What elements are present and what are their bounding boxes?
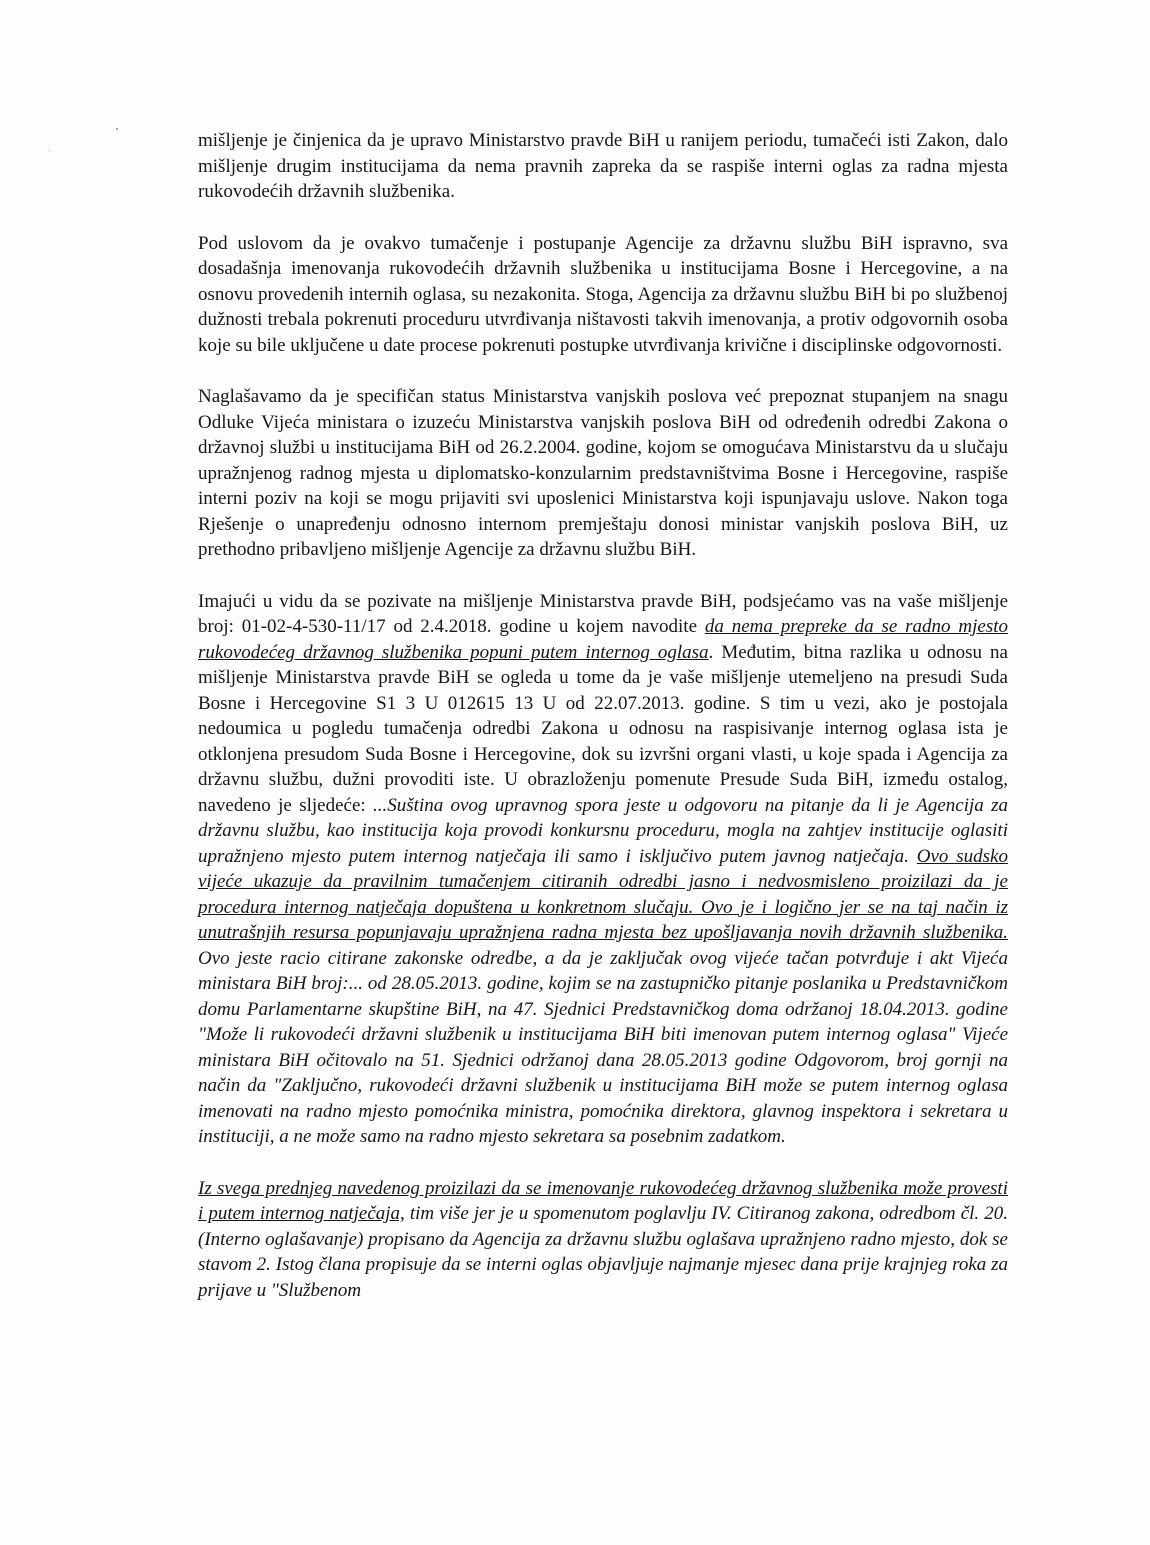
paragraph-text: Pod uslovom da je ovakvo tumačenje i postupanje Agencije za državnu službu BiH ispravno, sva dosadašnja imenovanja rukovodećih državnih službenika u institucijama Bosne i Hercegovine, a na osnovu provedenih internih oglasa, su nezakonita. Stoga, Agencija za državnu službu BiH bi po službenoj dužnosti trebala pokrenuti proceduru utvrđivanja ništavosti takvih imenovanja, a protiv odgovornih osoba koje su bile uključene u date procese pokrenuti postupke utvrđivanja krivične i disciplinske odgovornosti. (198, 232, 1008, 356)
paragraph-legality-condition (198, 231, 1008, 359)
paragraph-court-ruling (198, 589, 1008, 1150)
paragraph-text: Imajući u vidu da se pozivate na mišljenje Ministarstva pravde BiH, podsjećamo vas na vaše mišljenje broj: 01-02-4-530-11/17 od 2.4.2018. godine u kojem navodite (198, 590, 1008, 637)
paragraph-text: Naglašavamo da je specifičan status Ministarstva vanjskih poslova već prepoznat stupanjem na snagu Odluke Vijeća ministara o izuzeću Ministarstva vanjskih poslova BiH od određenih odredbi Zakona o državnoj službi u institucijama BiH od 26.2.2004. godine, kojom se omogućava Ministarstvu da u slučaju upražnjenog radnog mjesta u diplomatsko-konzularnim predstavništvima Bosne i Hercegovine, raspiše interni poziv na koji se mogu prijaviti svi uposlenici Ministarstva koji ispunjavaju uslove. Nakon toga Rješenje o unapređenju odnosno internom premještaju donosi ministar vanjskih poslova BiH, uz prethodno pribavljeno mišljenje Agencije za državnu službu BiH. (198, 386, 1008, 560)
document-body (198, 128, 1008, 1303)
paragraph-foreign-ministry-status (198, 384, 1008, 563)
underlined-conclusion: Iz svega prednjeg navedenog proizilazi da se imenovanje rukovodećeg državnog službenika može provesti i putem internog natječaja, (198, 1177, 1008, 1224)
paragraph-opinion-continuation (198, 128, 1008, 205)
underlined-citation: da nema prepreke da se radno mjesto rukovodećeg državnog službenika popuni putem internog oglasa (198, 616, 1008, 663)
scan-speck (116, 128, 118, 130)
scan-speck (49, 150, 50, 151)
paragraph-text: mišljenje je činjenica da je upravo Ministarstvo pravde BiH u ranijem periodu, tumačeći isti Zakon, dalo mišljenje drugim institucijama da nema pravnih zapreka da se raspiše interni oglas za radna mjesta rukovodećih državnih službenika. (198, 130, 1008, 202)
paragraph-conclusion (198, 1176, 1008, 1304)
court-quote: ...Suština ovog upravnog spora jeste u odgovoru na pitanje da li je Agencija za državnu službu, kao institucija koja provodi konkursnu proceduru, mogla na zahtjev institucije oglasiti upražnjeno mjesto putem internog natječaja ili samo i isključivo putem javnog natječaja. (198, 794, 1008, 867)
paragraph-text: . Međutim, bitna razlika u odnosu na mišljenje Ministarstva pravde BiH se ogleda u tome da je vaše mišljenje utemeljeno na presudi Suda Bosne i Hercegovine S1 3 U 012615 13 U od 22.07.2013. godine. S tim u vezi, ako je postojala nedoumica u pogledu tumačenja odredbi Zakona u odnosu na raspisivanje internog oglasa ista je otklonjena presudom Suda Bosne i Hercegovine, dok su izvršni organi vlasti, u koje spada i Agencija za državnu službu, dužni provoditi iste. U obrazloženju pomenute Presude Suda BiH, između ostalog, navedeno je sljedeće: (198, 641, 1008, 816)
court-quote-underlined: Ovo sudsko vijeće ukazuje da pravilnim tumačenjem citiranih odredbi jasno i nedvosmisleno proizilazi da je procedura internog natječaja dopuštena u konkretnom slučaju. Ovo je i logično jer se na taj način iz unutrašnjih resursa popunjavaju upražnjena radna mjesta bez upošljavanja novih državnih službenika. (198, 845, 1008, 943)
paragraph-text-italic: tim više jer je u spomenutom poglavlju IV. Citiranog zakona, odredbom čl. 20. (Interno oglašavanje) propisano da Agencija za državnu službu oglašava upražnjeno radno mjesto, dok se stavom 2. Istog člana propisuje da se interni oglas objavljuje najmanje mjesec dana prije krajnjeg roka za prijave u "Službenom (198, 1203, 1008, 1301)
court-quote: Ovo jeste racio citirane zakonske odredbe, a da je zaključak ovog vijeće tačan potvrđuje i akt Vijeća ministara BiH broj:... od 28.05.2013. godine, kojim se na zastupničko pitanje poslanika u Predstavničkom domu Parlamentarne skupštine BiH, na 47. Sjednici Predstavničkog doma održanoj 18.04.2013. godine "Može li rukovodeći državni službenik u institucijama BiH biti imenovan putem internog oglasa" Vijeće ministara BiH očitovalo na 51. Sjednici održanoj dana 28.05.2013 godine Odgovorom, broj gornji na način da "Zaključno, rukovodeći državni službenik u institucijama BiH može se putem internog oglasa imenovati na radno mjesto pomoćnika ministra, pomoćnika direktora, glavnog inspektora i sekretara u instituciji, a ne može samo na radno mjesto sekretara sa posebnim zadatkom. (198, 947, 1008, 1147)
